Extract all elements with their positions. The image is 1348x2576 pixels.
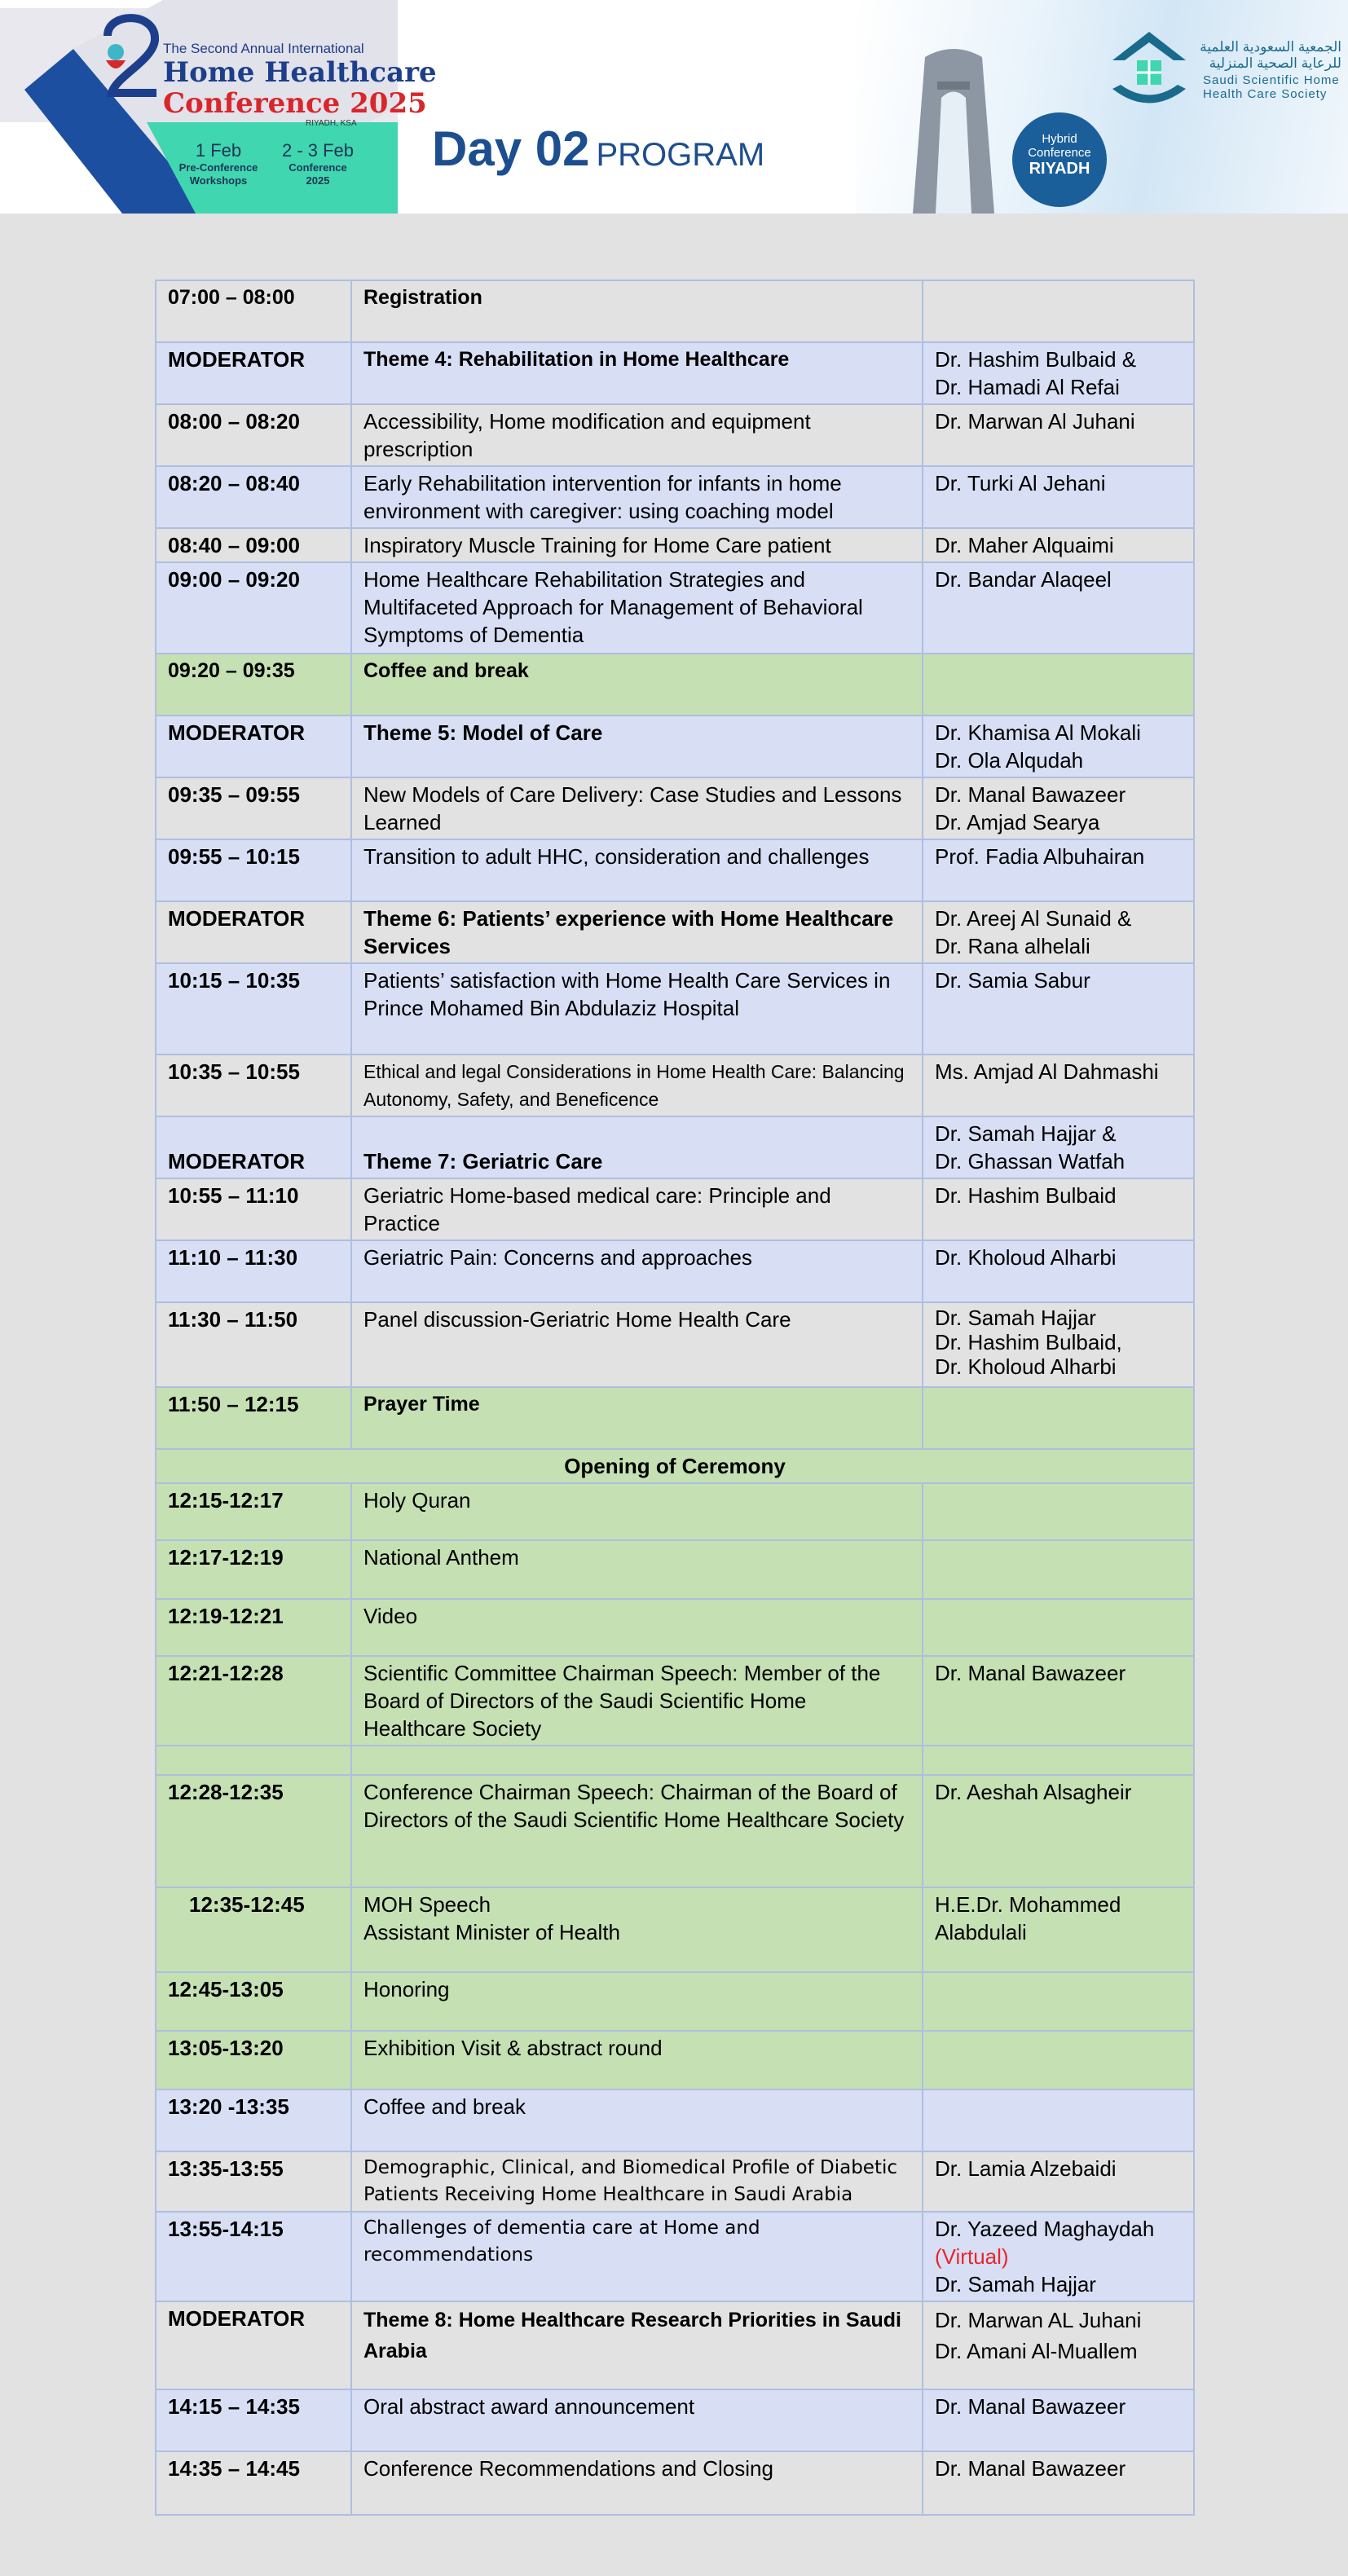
session-cell: Geriatric Pain: Concerns and approaches: [351, 1240, 923, 1302]
speaker-cell: Dr. Aeshah Alsagheir: [923, 1775, 1194, 1887]
session-cell: Theme 6: Patients’ experience with Home Healthcare Services: [351, 901, 923, 963]
speaker-cell: [923, 280, 1194, 342]
speaker-cell: [923, 2212, 1194, 2301]
time-cell: 13:20 -13:35: [156, 2089, 351, 2151]
time-cell: 07:00 – 08:00: [156, 280, 351, 342]
session-cell: Transition to adult HHC, consideration and challenges: [351, 839, 923, 901]
session-cell: New Models of Care Delivery: Case Studies and Lessons Learned: [351, 777, 923, 839]
speaker-name: Dr. Kholoud Alharbi: [935, 1354, 1117, 1379]
virtual-tag: (Virtual): [935, 2244, 1009, 2269]
kingdom-tower-icon: [905, 41, 1002, 214]
conference-year: Conference 2025: [163, 87, 427, 120]
table-row: [156, 528, 1194, 562]
session-cell: Demographic, Clinical, and Biomedical Profile of Diabetic Patients Receiving Home Healthcare in Saudi Arabia: [351, 2151, 923, 2212]
table-row: [156, 2389, 1194, 2451]
time-cell: 13:05-13:20: [156, 2031, 351, 2089]
hybrid-line2: Conference: [1028, 146, 1091, 160]
session-cell: National Anthem: [351, 1540, 923, 1599]
schedule-table: [155, 280, 1195, 2516]
time-cell: 14:15 – 14:35: [156, 2389, 351, 2451]
time-cell: [156, 1746, 351, 1775]
time-cell: 10:15 – 10:35: [156, 963, 351, 1055]
section-heading: Opening of Ceremony: [156, 1449, 1194, 1483]
society-en-line2: Health Care Society: [1203, 87, 1328, 101]
table-row: [156, 839, 1194, 901]
society-name-english: [1203, 73, 1341, 101]
society-en-line1: Saudi Scientific Home: [1203, 73, 1340, 87]
speaker-cell: [923, 2031, 1194, 2089]
table-row: [156, 1540, 1194, 1599]
speaker-name: Dr. Areej Al Sunaid &: [935, 906, 1132, 931]
session-cell: Theme 5: Model of Care: [351, 716, 923, 777]
society-ar-line2: للرعاية الصحية المنزلية: [1209, 55, 1341, 71]
time-cell: MODERATOR: [156, 342, 351, 404]
session-cell: Patients’ satisfaction with Home Health Care Services in Prince Mohamed Bin Abdulaziz Hospital: [351, 963, 923, 1055]
speaker-cell: [923, 901, 1194, 963]
speaker-cell: Dr. Maher Alquaimi: [923, 528, 1194, 562]
time-cell: 10:35 – 10:55: [156, 1055, 351, 1116]
table-row: [156, 466, 1194, 528]
table-row: [156, 280, 1194, 342]
table-row: [156, 342, 1194, 404]
session-cell: Panel discussion-Geriatric Home Health Care: [351, 1302, 923, 1387]
table-row: [156, 1656, 1194, 1746]
conference-city: RIYADH, KSA: [306, 119, 357, 128]
session-cell: Coffee and break: [351, 654, 923, 716]
day-word: PROGRAM: [596, 137, 765, 173]
conference-edition: The Second Annual International: [163, 41, 364, 56]
table-row: [156, 1116, 1194, 1178]
conference-title-block: [163, 41, 437, 128]
session-line: Assistant Minister of Health: [363, 1920, 621, 1944]
hybrid-line1: Hybrid: [1042, 132, 1077, 146]
preconference-date: 1 Feb: [195, 140, 242, 161]
speaker-cell: Dr. Hashim Bulbaid: [923, 1178, 1194, 1240]
speaker-name: Dr. Ola Alqudah: [935, 748, 1084, 773]
time-cell: 13:35-13:55: [156, 2151, 351, 2212]
speaker-cell: [923, 1540, 1194, 1599]
speaker-name: Dr. Amjad Searya: [935, 810, 1100, 834]
time-cell: 12:15-12:17: [156, 1483, 351, 1540]
speaker-cell: [923, 1387, 1194, 1449]
speaker-cell: Dr. Manal Bawazeer: [923, 2389, 1194, 2451]
speaker-cell: [923, 1483, 1194, 1540]
table-row: [156, 1775, 1194, 1887]
session-cell: [351, 1746, 923, 1775]
time-cell: 12:19-12:21: [156, 1599, 351, 1656]
speaker-cell: Prof. Fadia Albuhairan: [923, 839, 1194, 901]
speaker-cell: Ms. Amjad Al Dahmashi: [923, 1055, 1194, 1116]
conference-date-block: [269, 140, 367, 187]
speaker-cell: [923, 1302, 1194, 1387]
speaker-cell: Dr. Manal Bawazeer: [923, 1656, 1194, 1746]
session-cell: Oral abstract award announcement: [351, 2389, 923, 2451]
table-row: [156, 1055, 1194, 1116]
speaker-cell: Dr. Lamia Alzebaidi: [923, 2151, 1194, 2212]
table-row: [156, 901, 1194, 963]
time-cell: 11:50 – 12:15: [156, 1387, 351, 1449]
speaker-cell: [923, 716, 1194, 777]
time-cell: 11:30 – 11:50: [156, 1302, 351, 1387]
speaker-name: Dr. Samah Hajjar: [935, 2272, 1096, 2296]
time-cell: 11:10 – 11:30: [156, 1240, 351, 1302]
table-row: [156, 1746, 1194, 1775]
table-row: [156, 2089, 1194, 2151]
session-cell: Early Rehabilitation intervention for infants in home environment with caregiver: using coaching model: [351, 466, 923, 528]
speaker-cell: [923, 1116, 1194, 1178]
speaker-name: Dr. Ghassan Watfah: [935, 1149, 1126, 1174]
session-cell: Holy Quran: [351, 1483, 923, 1540]
preconference-label-2: Workshops: [189, 174, 248, 187]
society-ar-line1: الجمعية السعودية العلمية: [1200, 39, 1341, 55]
time-cell: 08:40 – 09:00: [156, 528, 351, 562]
society-logo-icon: [1108, 28, 1190, 117]
speaker-name: Dr. Samah Hajjar: [935, 1306, 1096, 1330]
preconference-label: Pre-Conference: [178, 161, 258, 174]
time-cell: 12:17-12:19: [156, 1540, 351, 1599]
speaker-cell: Dr. Turki Al Jehani: [923, 466, 1194, 528]
speaker-cell: [923, 777, 1194, 839]
time-cell: 08:20 – 08:40: [156, 466, 351, 528]
speaker-cell: Dr. Samia Sabur: [923, 963, 1194, 1055]
speaker-cell: Dr. Kholoud Alharbi: [923, 1240, 1194, 1302]
session-cell: Video: [351, 1599, 923, 1656]
time-cell: MODERATOR: [156, 2301, 351, 2389]
table-row: [156, 1449, 1194, 1483]
time-cell: MODERATOR: [156, 716, 351, 777]
table-row: [156, 1387, 1194, 1449]
session-cell: [351, 1887, 923, 1972]
table-row: [156, 716, 1194, 777]
table-row: [156, 2151, 1194, 2212]
table-row: [156, 1240, 1194, 1302]
day-number: Day 02: [432, 121, 590, 176]
table-row: [156, 2031, 1194, 2089]
speaker-name: Dr. Marwan AL Juhani: [935, 2308, 1142, 2332]
table-row: [156, 2451, 1194, 2515]
table-row: [156, 2301, 1194, 2389]
speaker-name: Dr. Manal Bawazeer: [935, 782, 1126, 807]
speaker-cell: [923, 1599, 1194, 1656]
session-cell: Coffee and break: [351, 2089, 923, 2151]
speaker-name: Dr. Samah Hajjar &: [935, 1121, 1117, 1146]
time-cell: 09:35 – 09:55: [156, 777, 351, 839]
speaker-cell: H.E.Dr. Mohammed Alabdulali: [923, 1887, 1194, 1972]
time-cell: 12:28-12:35: [156, 1775, 351, 1887]
time-cell: MODERATOR: [156, 1116, 351, 1178]
speaker-name: Dr. Amani Al-Muallem: [935, 2339, 1138, 2363]
session-cell: Registration: [351, 280, 923, 342]
session-cell: Prayer Time: [351, 1387, 923, 1449]
conference-name: Home Healthcare: [163, 56, 437, 89]
table-row: [156, 404, 1194, 466]
speaker-cell: [923, 1746, 1194, 1775]
speaker-name: Dr. Khamisa Al Mokali: [935, 720, 1141, 745]
session-cell: Accessibility, Home modification and equipment prescription: [351, 404, 923, 466]
session-cell: Exhibition Visit & abstract round: [351, 2031, 923, 2089]
speaker-name: Dr. Hashim Bulbaid &: [935, 347, 1137, 372]
time-cell: 09:20 – 09:35: [156, 654, 351, 716]
conference-date: 2 - 3 Feb: [281, 140, 355, 161]
time-cell: 09:55 – 10:15: [156, 839, 351, 901]
time-cell: 08:00 – 08:20: [156, 404, 351, 466]
session-cell: Conference Chairman Speech: Chairman of the Board of Directors of the Saudi Scientific Home Healthcare Society: [351, 1775, 923, 1887]
speaker-cell: [923, 1972, 1194, 2031]
session-cell: Honoring: [351, 1972, 923, 2031]
speaker-cell: [923, 2301, 1194, 2389]
page-title: [432, 121, 764, 177]
time-cell: 12:45-13:05: [156, 1972, 351, 2031]
speaker-cell: Dr. Marwan Al Juhani: [923, 404, 1194, 466]
time-cell: 10:55 – 11:10: [156, 1178, 351, 1240]
table-row: [156, 1972, 1194, 2031]
speaker-cell: [923, 2089, 1194, 2151]
time-cell: 14:35 – 14:45: [156, 2451, 351, 2515]
time-cell: 12:21-12:28: [156, 1656, 351, 1746]
session-cell: Challenges of dementia care at Home and recommendations: [351, 2212, 923, 2301]
session-cell: Theme 4: Rehabilitation in Home Healthcare: [351, 342, 923, 404]
session-cell: Ethical and legal Considerations in Home Health Care: Balancing Autonomy, Safety, and Beneficence: [351, 1055, 923, 1116]
conference-label: Conference: [289, 161, 347, 174]
session-cell: Inspiratory Muscle Training for Home Care patient: [351, 528, 923, 562]
time-cell: MODERATOR: [156, 901, 351, 963]
session-line: MOH Speech: [363, 1892, 491, 1917]
session-cell: Theme 7: Geriatric Care: [351, 1116, 923, 1178]
hybrid-line3: RIYADH: [1029, 160, 1090, 178]
preconference-date-block: [170, 140, 267, 187]
table-row: [156, 1887, 1194, 1972]
speaker-name: Dr. Yazeed Maghaydah: [935, 2217, 1155, 2241]
speaker-cell: Dr. Manal Bawazeer: [923, 2451, 1194, 2515]
session-cell: Scientific Committee Chairman Speech: Member of the Board of Directors of the Saudi Scientific Home Healthcare Society: [351, 1656, 923, 1746]
table-row: [156, 1599, 1194, 1656]
session-cell: Home Healthcare Rehabilitation Strategies and Multifaceted Approach for Management of Behavioral Symptoms of Dementia: [351, 562, 923, 654]
session-cell: Theme 8: Home Healthcare Research Priorities in Saudi Arabia: [351, 2301, 923, 2389]
session-cell: Geriatric Home-based medical care: Principle and Practice: [351, 1178, 923, 1240]
speaker-cell: [923, 654, 1194, 716]
table-row: [156, 654, 1194, 716]
table-row: [156, 963, 1194, 1055]
speaker-name: Dr. Hamadi Al Refai: [935, 375, 1120, 399]
conference-logo-icon: [91, 11, 165, 101]
session-cell: Conference Recommendations and Closing: [351, 2451, 923, 2515]
time-cell: 13:55-14:15: [156, 2212, 351, 2301]
speaker-cell: [923, 342, 1194, 404]
table-row: [156, 777, 1194, 839]
time-cell: 12:35-12:45: [156, 1887, 351, 1972]
header-banner: [0, 0, 1348, 214]
conference-label-2: 2025: [306, 174, 330, 187]
speaker-name: Dr. Rana alhelali: [935, 934, 1090, 958]
speaker-name: Dr. Hashim Bulbaid,: [935, 1330, 1122, 1354]
time-cell: 09:00 – 09:20: [156, 562, 351, 654]
speaker-cell: Dr. Bandar Alaqeel: [923, 562, 1194, 654]
table-row: [156, 1483, 1194, 1540]
table-row: [156, 2212, 1194, 2301]
table-row: [156, 1178, 1194, 1240]
hybrid-badge: [1012, 112, 1107, 207]
table-row: [156, 562, 1194, 654]
society-name-arabic: [1195, 39, 1341, 72]
table-row: [156, 1302, 1194, 1387]
